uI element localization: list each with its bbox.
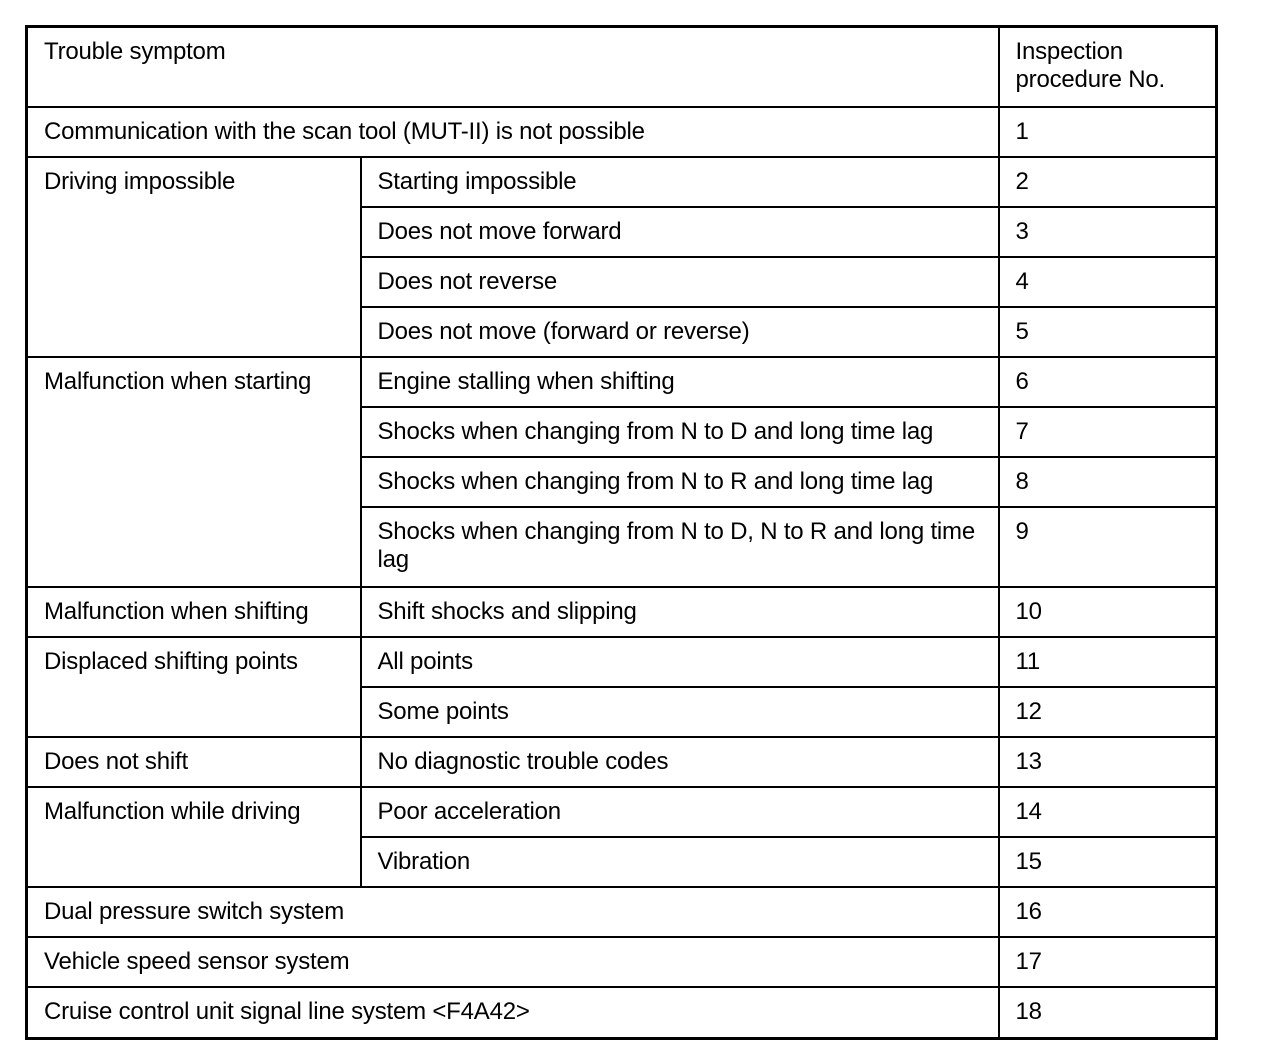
symptom-cell: Cruise control unit signal line system <F4A42>: [27, 987, 999, 1039]
symptom-group-cell: Malfunction while driving: [27, 787, 361, 887]
procedure-number: 5: [999, 307, 1217, 357]
symptom-detail-cell: Some points: [361, 687, 999, 737]
symptom-detail-cell: Poor acceleration: [361, 787, 999, 837]
procedure-number: 16: [999, 887, 1217, 937]
trouble-symptom-table: [25, 25, 1218, 1040]
symptom-group-cell: Does not shift: [27, 737, 361, 787]
procedure-number: 14: [999, 787, 1217, 837]
procedure-number: 9: [999, 507, 1217, 587]
table-row: [27, 587, 1217, 637]
procedure-number: 15: [999, 837, 1217, 887]
symptom-detail-cell: Shift shocks and slipping: [361, 587, 999, 637]
table-row: [27, 937, 1217, 987]
table-row: [27, 637, 1217, 687]
symptom-cell: Dual pressure switch system: [27, 887, 999, 937]
procedure-number: 3: [999, 207, 1217, 257]
table-row: [27, 157, 1217, 207]
symptom-detail-cell: Starting impossible: [361, 157, 999, 207]
symptom-group-cell: Malfunction when starting: [27, 357, 361, 587]
procedure-number: 10: [999, 587, 1217, 637]
procedure-number: 2: [999, 157, 1217, 207]
procedure-number: 18: [999, 987, 1217, 1039]
symptom-group-cell: Malfunction when shifting: [27, 587, 361, 637]
procedure-number: 4: [999, 257, 1217, 307]
procedure-number: 11: [999, 637, 1217, 687]
procedure-number: 7: [999, 407, 1217, 457]
procedure-number: 8: [999, 457, 1217, 507]
procedure-number: 6: [999, 357, 1217, 407]
symptom-cell: Vehicle speed sensor system: [27, 937, 999, 987]
symptom-detail-cell: All points: [361, 637, 999, 687]
symptom-detail-cell: Does not move (forward or reverse): [361, 307, 999, 357]
symptom-detail-cell: Does not move forward: [361, 207, 999, 257]
table-row: [27, 107, 1217, 157]
table-row: [27, 887, 1217, 937]
symptom-detail-cell: Does not reverse: [361, 257, 999, 307]
symptom-group-cell: Driving impossible: [27, 157, 361, 357]
header-inspection-procedure: Inspection procedure No.: [999, 27, 1217, 107]
header-trouble-symptom: Trouble symptom: [27, 27, 999, 107]
table-row: [27, 737, 1217, 787]
procedure-number: 1: [999, 107, 1217, 157]
symptom-cell: Communication with the scan tool (MUT-II) is not possible: [27, 107, 999, 157]
symptom-detail-cell: No diagnostic trouble codes: [361, 737, 999, 787]
table-header-row: [27, 27, 1217, 107]
symptom-detail-cell: Engine stalling when shifting: [361, 357, 999, 407]
symptom-group-cell: Displaced shifting points: [27, 637, 361, 737]
procedure-number: 17: [999, 937, 1217, 987]
symptom-detail-cell: Vibration: [361, 837, 999, 887]
symptom-detail-cell: Shocks when changing from N to R and long time lag: [361, 457, 999, 507]
procedure-number: 12: [999, 687, 1217, 737]
table-row: [27, 787, 1217, 837]
symptom-detail-cell: Shocks when changing from N to D, N to R and long time lag: [361, 507, 999, 587]
table-row: [27, 357, 1217, 407]
table-row: [27, 987, 1217, 1039]
procedure-number: 13: [999, 737, 1217, 787]
symptom-detail-cell: Shocks when changing from N to D and long time lag: [361, 407, 999, 457]
